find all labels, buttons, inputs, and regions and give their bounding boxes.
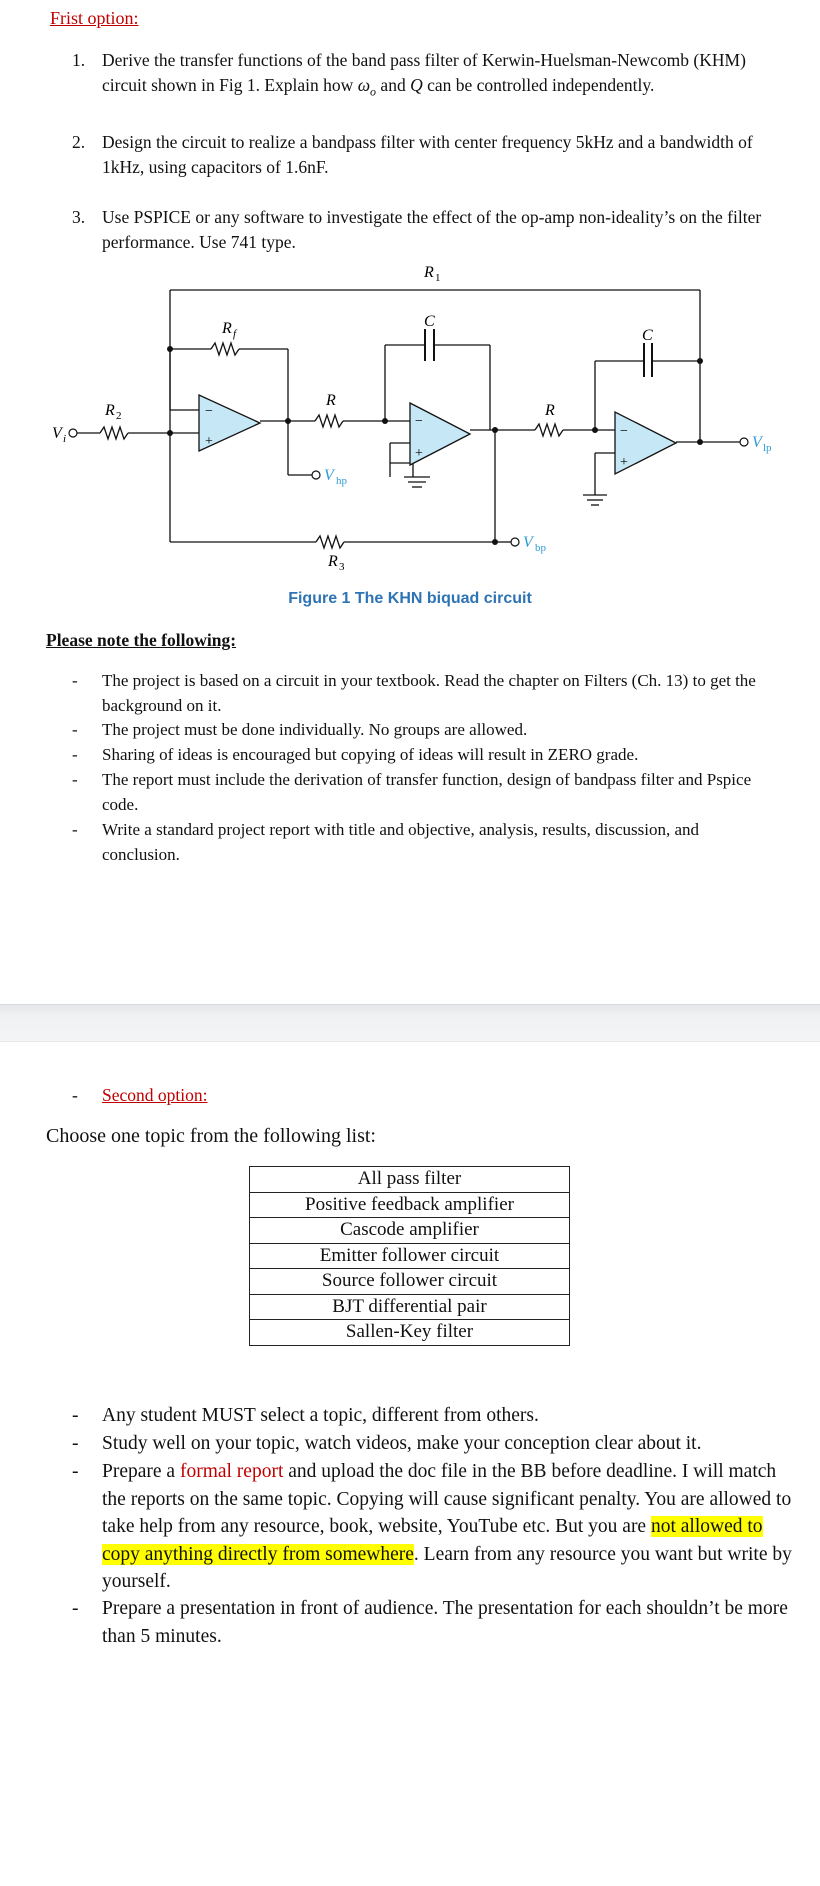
table-row: All pass filter — [250, 1167, 570, 1193]
table-row: BJT differential pair — [250, 1294, 570, 1320]
svg-text:C: C — [424, 313, 435, 330]
svg-text:+: + — [415, 446, 423, 461]
topics-table — [249, 1166, 570, 1346]
svg-text:+: + — [620, 455, 628, 470]
resistor-r-right — [535, 424, 563, 436]
svg-text:R: R — [424, 264, 434, 281]
svg-text:lp: lp — [763, 442, 772, 454]
svg-text:R: R — [105, 402, 115, 419]
note-item: - Write a standard project report with title and objective, analysis, results, discussion, and conclusion. — [72, 820, 699, 864]
svg-text:R: R — [328, 553, 338, 570]
instruction-item: - Study well on your topic, watch videos, make your conception clear about it. — [72, 1433, 702, 1454]
question-2 — [72, 130, 782, 180]
second-option-title: Second option: — [102, 1085, 208, 1105]
svg-text:−: − — [620, 424, 628, 439]
table-row: Positive feedback amplifier — [250, 1192, 570, 1218]
svg-text:hp: hp — [336, 475, 347, 487]
table-row: Sallen-Key filter — [250, 1320, 570, 1346]
svg-text:V: V — [523, 534, 533, 551]
question-number: 3. — [72, 207, 86, 227]
svg-text:+: + — [205, 434, 213, 449]
svg-text:bp: bp — [535, 542, 546, 554]
table-row: Source follower circuit — [250, 1269, 570, 1295]
note-item: - The report must include the derivation of transfer function, design of bandpass filter and Pspice code. — [72, 770, 752, 814]
instruction-item: - Any student MUST select a topic, different from others. — [72, 1405, 539, 1426]
svg-text:R: R — [222, 320, 232, 337]
resistor-r3 — [316, 536, 344, 548]
svg-text:−: − — [415, 414, 423, 429]
first-option-title: Frist option: — [50, 8, 139, 28]
second-option-heading: - Second option: — [72, 1085, 208, 1105]
table-row: Cascode amplifier — [250, 1218, 570, 1244]
notes-title: Please note the following: — [46, 630, 237, 650]
question-number: 1. — [72, 50, 86, 70]
note-item: - Sharing of ideas is encouraged but copying of ideas will result in ZERO grade. — [72, 745, 639, 764]
svg-text:−: − — [205, 404, 213, 419]
instruction-item: - Prepare a formal report and upload the doc file in the BB before deadline. I will match the reports on the same topic. Copying will cause significant penalty. You are allowed to take help from any resource, book, website, YouTube etc. But you are not allowed to copy anything directly from somewhere. Learn from any resource you want but write by yourself. — [72, 1461, 792, 1592]
svg-text:3: 3 — [339, 561, 345, 573]
svg-text:V: V — [52, 425, 62, 442]
question-text: Use PSPICE or any software to investigate the effect of the op-amp non-ideality’s on the filter performance. Use 741 type. — [102, 207, 762, 252]
svg-text:V: V — [752, 434, 762, 451]
table-row: Emitter follower circuit — [250, 1243, 570, 1269]
svg-text:V: V — [324, 467, 334, 484]
highlighted-text: not allowed to copy anything directly from somewhere — [102, 1516, 763, 1565]
svg-text:i: i — [63, 433, 67, 445]
question-text: Derive the transfer functions of the band pass filter of Kerwin-Huelsman-Newcomb (KHM) circuit shown in Fig 1. Explain how $\omega_o$ and Q can be controlled independently. — [102, 50, 746, 99]
note-item: - The project must be done individually. No groups are allowed. — [72, 720, 528, 739]
question-text: Design the circuit to realize a bandpass filter with center frequency 5kHz and a bandwidth of 1kHz, using capacitors of 1.6nF. — [102, 132, 753, 177]
instruction-item: - Prepare a presentation in front of audience. The presentation for each shouldn’t be more than 5 minutes. — [72, 1598, 788, 1647]
svg-text:f: f — [233, 328, 237, 340]
svg-text:R: R — [545, 402, 555, 419]
resistor-rf — [211, 343, 239, 355]
svg-text:1: 1 — [435, 272, 441, 284]
choose-topic-text: Choose one topic from the following list: — [46, 1125, 376, 1147]
svg-text:R: R — [326, 392, 336, 409]
resistor-r2 — [100, 427, 128, 439]
svg-text:2: 2 — [116, 410, 122, 422]
question-3 — [72, 205, 782, 255]
khn-biquad-circuit-diagram — [40, 255, 780, 575]
question-number: 2. — [72, 132, 86, 152]
question-1 — [72, 48, 782, 105]
figure-caption: Figure 1 The KHN biquad circuit — [288, 590, 532, 607]
note-item: - The project is based on a circuit in your textbook. Read the chapter on Filters (Ch. 13) to get the background on it. — [72, 671, 756, 715]
formal-report-text: formal report — [179, 1461, 284, 1482]
page-separator — [0, 1004, 820, 1042]
resistor-r-mid — [315, 415, 343, 427]
svg-text:C: C — [642, 327, 653, 344]
